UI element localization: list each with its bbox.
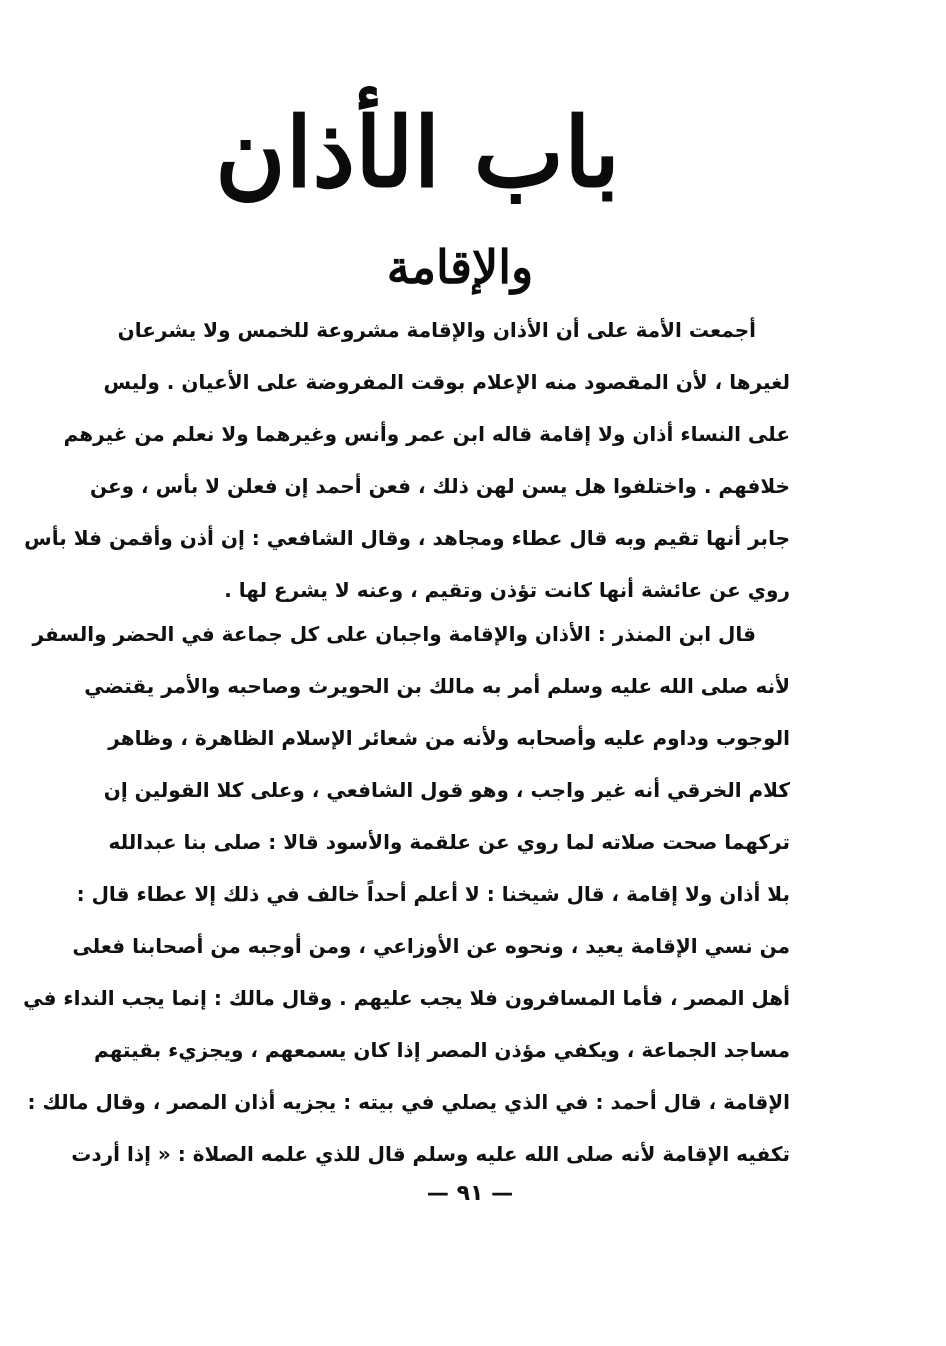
text-line: قال ابن المنذر : الأذان والإقامة واجبان على كل جماعة في الحضر والسفر — [32, 622, 756, 646]
text-line: أجمعت الأمة على أن الأذان والإقامة مشروعة للخمس ولا يشرعان — [117, 318, 756, 342]
paragraph-ibn-al-mundhir — [23, 608, 790, 1180]
text-line: بلا أذان ولا إقامة ، قال شيخنا : لا أعلم أحداً خالف في ذلك إلا عطاء قال : — [76, 882, 790, 906]
text-line: خلافهم . واختلفوا هل يسن لهن ذلك ، فعن أحمد إن فعلن لا بأس ، وعن — [89, 474, 790, 498]
text-line: كلام الخرقي أنه غير واجب ، وهو قول الشافعي ، وعلى كلا القولين إن — [103, 778, 790, 802]
text-line: تركهما صحت صلاته لما روي عن علقمة والأسود قالا : صلى بنا عبدالله — [108, 830, 790, 854]
chapter-subtitle: والإقامة — [386, 240, 534, 294]
text-line: تكفيه الإقامة لأنه صلى الله عليه وسلم قال للذي علمه الصلاة : « إذا أردت — [71, 1142, 790, 1166]
text-line: الوجوب وداوم عليه وأصحابه ولأنه من شعائر الإسلام الظاهرة ، وظاهر — [108, 726, 790, 750]
text-line: مساجد الجماعة ، ويكفي مؤذن المصر إذا كان يسمعهم ، ويجزيء بقيتهم — [94, 1038, 790, 1062]
chapter-title: باب الأذان — [215, 96, 620, 209]
page-number: — ٩١ — — [426, 1181, 514, 1206]
text-line: على النساء أذان ولا إقامة قاله ابن عمر وأنس وغيرهما ولا نعلم من غيرهم — [63, 422, 790, 446]
text-line: لغيرها ، لأن المقصود منه الإعلام بوقت المفروضة على الأعيان . وليس — [103, 370, 790, 394]
text-line: من نسي الإقامة يعيد ، ونحوه عن الأوزاعي ، ومن أوجبه من أصحابنا فعلى — [72, 934, 790, 958]
text-line: الإقامة ، قال أحمد : في الذي يصلي في بيته : يجزيه أذان المصر ، وقال مالك : — [27, 1090, 790, 1114]
paragraph-consensus — [24, 304, 790, 616]
text-line: روي عن عائشة أنها كانت تؤذن وتقيم ، وعنه لا يشرع لها . — [224, 578, 790, 602]
text-line: أهل المصر ، فأما المسافرون فلا يجب عليهم . وقال مالك : إنما يجب النداء في — [23, 986, 790, 1010]
text-line: لأنه صلى الله عليه وسلم أمر به مالك بن الحويرث وصاحبه والأمر يقتضي — [84, 674, 790, 698]
text-line: جابر أنها تقيم وبه قال عطاء ومجاهد ، وقال الشافعي : إن أذن وأقمن فلا بأس — [24, 526, 790, 550]
